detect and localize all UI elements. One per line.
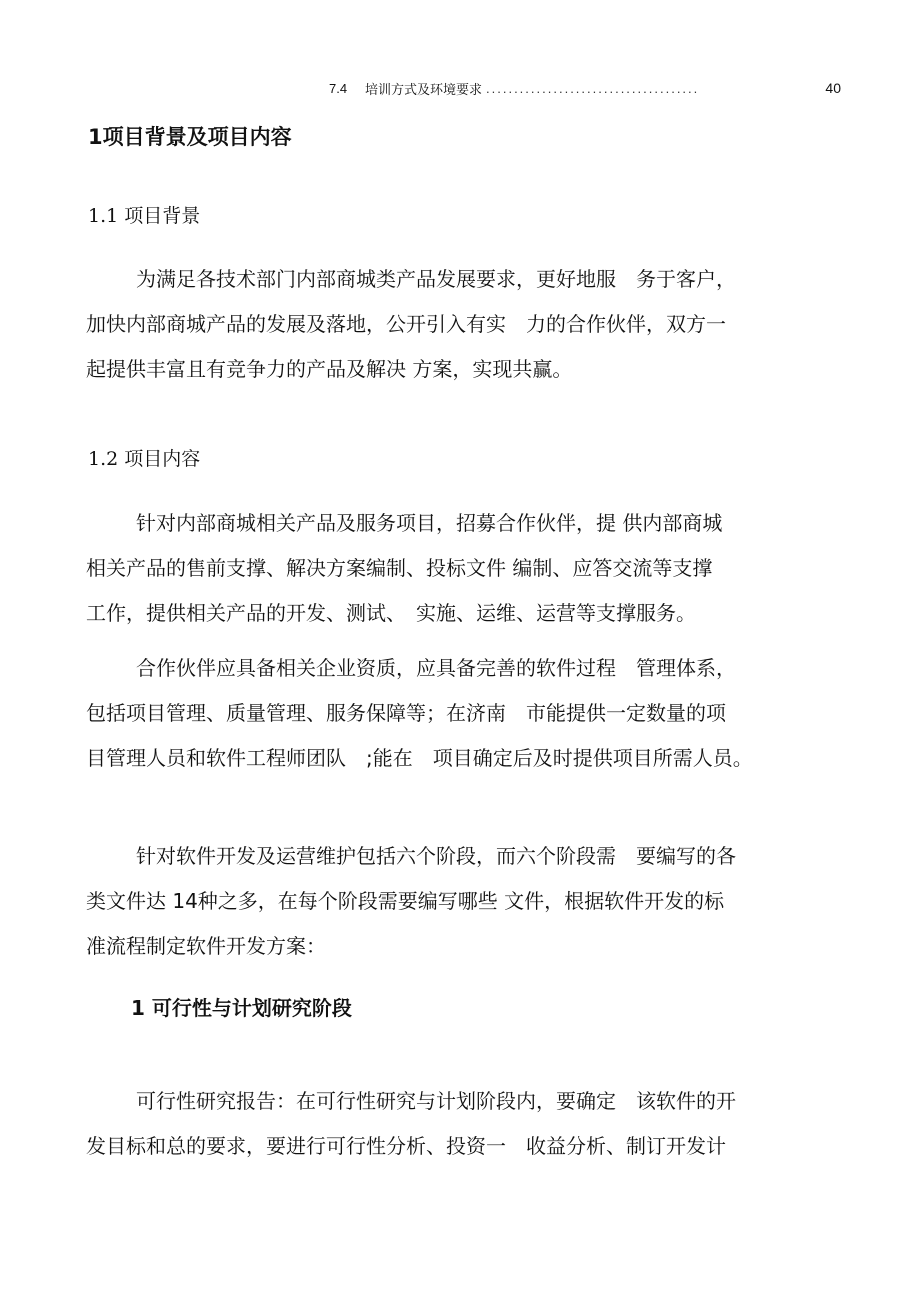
section-1-heading: 1项目背景及项目内容 (88, 125, 292, 149)
toc-entry[interactable] (329, 78, 841, 98)
toc-entry-number: 7.4 (329, 80, 348, 96)
text-line: 为满足各技术部门内部商城类产品发展要求，更好地服 务于客户， (136, 267, 736, 291)
text-line: 起提供丰富且有竞争力的产品及解决 方案，实现共赢。 (86, 357, 573, 381)
text-line: 可行性研究报告：在可行性研究与计划阶段内，要确定 该软件的开 (136, 1089, 736, 1113)
content-paragraph-2 (86, 646, 846, 781)
phase-1-heading: 1 可行性与计划研究阶段 (131, 996, 352, 1020)
section-1-2-heading: 1.2 项目内容 (88, 448, 201, 470)
text-line: 工作，提供相关产品的开发、测试、 实施、运维、运营等支撑服务。 (86, 601, 696, 625)
background-paragraph (86, 257, 846, 392)
text-line: 针对软件开发及运营维护包括六个阶段，而六个阶段需 要编写的各 (136, 844, 736, 868)
toc-leader-dots: ...................................... (486, 80, 700, 96)
text-line: 发目标和总的要求，要进行可行性分析、投资一 收益分析、制订开发计 (86, 1134, 726, 1158)
toc-entry-page: 40 (825, 80, 841, 96)
text-line: 包括项目管理、质量管理、服务保障等；在济南 市能提供一定数量的项 (86, 701, 726, 725)
text-line: 准流程制定软件开发方案： (86, 934, 326, 958)
text-line: 目管理人员和软件工程师团队 ;能在 项目确定后及时提供项目所需人员。 (86, 746, 753, 770)
text-line: 加快内部商城产品的发展及落地，公开引入有实 力的合作伙伴，双方一 (86, 312, 726, 336)
content-paragraph-1 (86, 501, 846, 636)
text-line: 合作伙伴应具备相关企业资质，应具备完善的软件过程 管理体系， (136, 656, 736, 680)
toc-entry-title: 培训方式及环境要求 (365, 81, 483, 97)
feasibility-paragraph (86, 1079, 846, 1169)
text-line: 相关产品的售前支撑、解决方案编制、投标文件 编制、应答交流等支撑 (86, 556, 713, 580)
text-line: 类文件达 14种之多，在每个阶段需要编写哪些 文件，根据软件开发的标 (86, 889, 725, 913)
text-line: 针对内部商城相关产品及服务项目，招募合作伙伴，提 供内部商城 (136, 511, 723, 535)
section-1-1-heading: 1.1 项目背景 (88, 205, 201, 227)
content-paragraph-3 (86, 834, 846, 969)
